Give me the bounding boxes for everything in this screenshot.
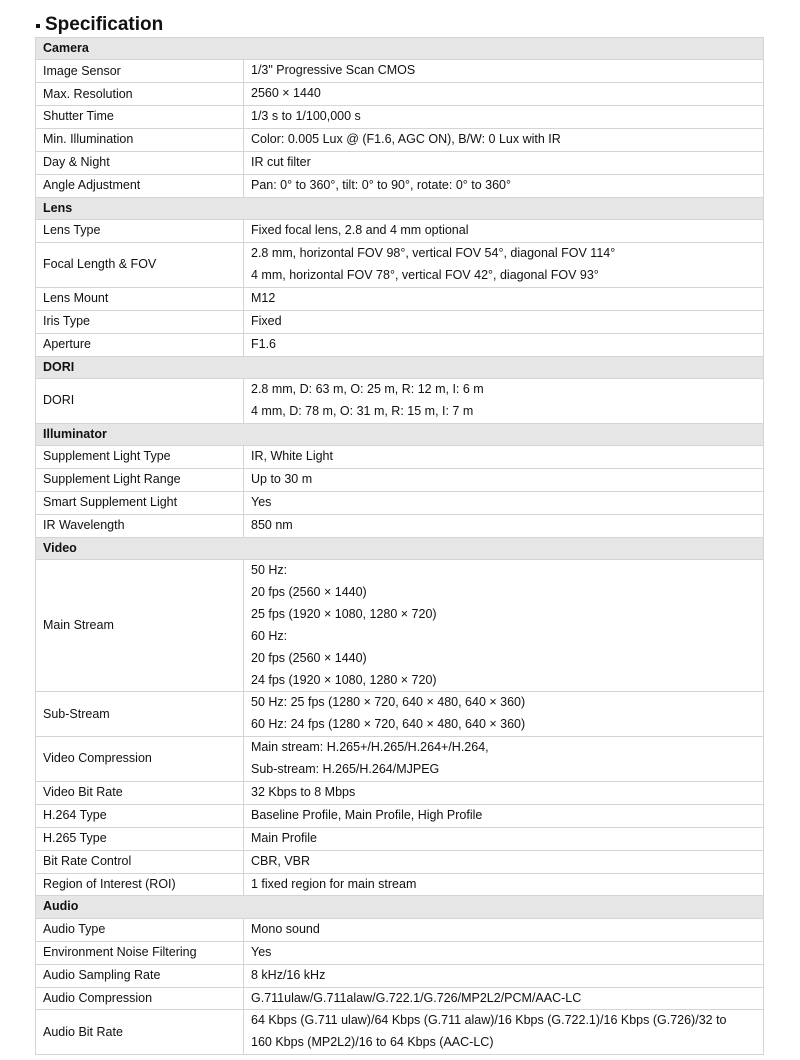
table-row <box>36 220 764 243</box>
spec-value-line: 4 mm, horizontal FOV 78°, vertical FOV 42°, diagonal FOV 93° <box>251 267 599 282</box>
table-row <box>36 964 764 987</box>
spec-label: Audio Bit Rate <box>36 1010 244 1055</box>
spec-label: Min. Illumination <box>36 129 244 152</box>
spec-heading <box>36 12 163 38</box>
bullet-icon <box>36 24 40 28</box>
spec-label: Environment Noise Filtering <box>36 941 244 964</box>
spec-value-line: 2.8 mm, horizontal FOV 98°, vertical FOV 54°, diagonal FOV 114° <box>251 246 616 261</box>
spec-value-line: Yes <box>251 944 272 959</box>
spec-value-line: 160 Kbps (MP2L2)/16 to 64 Kbps (AAC-LC) <box>251 1035 494 1050</box>
spec-label: Video Compression <box>36 737 244 782</box>
spec-value <box>244 850 764 873</box>
spec-value-line: Baseline Profile, Main Profile, High Profile <box>251 807 483 822</box>
table-row <box>36 446 764 469</box>
section-header <box>36 197 764 219</box>
spec-value-line: 2560 × 1440 <box>251 86 321 101</box>
spec-label: IR Wavelength <box>36 514 244 537</box>
spec-value <box>244 692 764 737</box>
spec-label: Smart Supplement Light <box>36 491 244 514</box>
spec-value-line: Fixed <box>251 313 282 328</box>
table-row <box>36 151 764 174</box>
section-title: Lens <box>36 197 764 219</box>
spec-label: Region of Interest (ROI) <box>36 873 244 896</box>
section-title: DORI <box>36 356 764 378</box>
spec-label: Angle Adjustment <box>36 174 244 197</box>
spec-value <box>244 964 764 987</box>
spec-label: H.265 Type <box>36 827 244 850</box>
table-row <box>36 941 764 964</box>
spec-label: Video Bit Rate <box>36 781 244 804</box>
table-row <box>36 514 764 537</box>
table-row <box>36 243 764 288</box>
spec-value-line: IR, White Light <box>251 449 333 464</box>
table-row <box>36 850 764 873</box>
table-row <box>36 287 764 310</box>
spec-value-line: G.711ulaw/G.711alaw/G.722.1/G.726/MP2L2/PCM/AAC-LC <box>251 990 582 1005</box>
table-row <box>36 83 764 106</box>
spec-value <box>244 287 764 310</box>
spec-label: Audio Type <box>36 918 244 941</box>
spec-value-line: IR cut filter <box>251 154 311 169</box>
spec-value-line: Pan: 0° to 360°, tilt: 0° to 90°, rotate: 0° to 360° <box>251 177 512 192</box>
spec-value-line: Main stream: H.265+/H.265/H.264+/H.264, <box>251 740 489 755</box>
spec-value-line: CBR, VBR <box>251 853 311 868</box>
spec-value <box>244 151 764 174</box>
spec-label: Supplement Light Range <box>36 468 244 491</box>
spec-value-line: Color: 0.005 Lux @ (F1.6, AGC ON), B/W: 0 Lux with IR <box>251 132 561 147</box>
table-row <box>36 737 764 782</box>
spec-label: Lens Mount <box>36 287 244 310</box>
table-row <box>36 378 764 423</box>
table-row <box>36 781 764 804</box>
table-row <box>36 491 764 514</box>
spec-value <box>244 60 764 83</box>
section-title: Camera <box>36 38 764 60</box>
spec-value <box>244 106 764 129</box>
spec-value-line: 50 Hz: <box>251 563 288 578</box>
spec-value <box>244 174 764 197</box>
spec-table <box>35 37 764 1055</box>
spec-label: Aperture <box>36 333 244 356</box>
spec-value-line: 20 fps (2560 × 1440) <box>251 650 367 665</box>
spec-value <box>244 781 764 804</box>
spec-label: Sub-Stream <box>36 692 244 737</box>
table-row <box>36 692 764 737</box>
spec-value <box>244 918 764 941</box>
table-row <box>36 333 764 356</box>
table-row <box>36 106 764 129</box>
spec-value <box>244 333 764 356</box>
spec-value-line: Yes <box>251 494 272 509</box>
section-title: Audio <box>36 896 764 918</box>
spec-value <box>244 737 764 782</box>
table-row <box>36 804 764 827</box>
spec-value <box>244 941 764 964</box>
section-header <box>36 38 764 60</box>
table-row <box>36 60 764 83</box>
spec-value-line: Fixed focal lens, 2.8 and 4 mm optional <box>251 223 469 238</box>
spec-value-line: 24 fps (1920 × 1080, 1280 × 720) <box>251 672 437 687</box>
spec-value-line: 32 Kbps to 8 Mbps <box>251 784 356 799</box>
table-row <box>36 1010 764 1055</box>
spec-value-line: 64 Kbps (G.711 ulaw)/64 Kbps (G.711 alaw)/16 Kbps (G.722.1)/16 Kbps (G.726)/32 to <box>251 1013 727 1028</box>
section-header <box>36 423 764 445</box>
section-header <box>36 537 764 559</box>
spec-value <box>244 1010 764 1055</box>
spec-value-line: 1/3 s to 1/100,000 s <box>251 109 361 124</box>
table-row <box>36 827 764 850</box>
table-row <box>36 174 764 197</box>
table-row <box>36 560 764 692</box>
spec-value-line: 60 Hz: <box>251 628 288 643</box>
spec-label: Main Stream <box>36 560 244 692</box>
spec-label: Image Sensor <box>36 60 244 83</box>
table-row <box>36 987 764 1010</box>
spec-value-line: M12 <box>251 290 276 305</box>
table-row <box>36 129 764 152</box>
spec-value-line: 25 fps (1920 × 1080, 1280 × 720) <box>251 606 437 621</box>
spec-value-line: 2.8 mm, D: 63 m, O: 25 m, R: 12 m, I: 6 m <box>251 381 484 396</box>
spec-value <box>244 560 764 692</box>
spec-value <box>244 827 764 850</box>
section-header <box>36 356 764 378</box>
spec-label: Bit Rate Control <box>36 850 244 873</box>
spec-value-line: F1.6 <box>251 336 277 351</box>
spec-value <box>244 310 764 333</box>
spec-value-line: 850 nm <box>251 517 293 532</box>
spec-value-line: Mono sound <box>251 921 320 936</box>
spec-label: Audio Compression <box>36 987 244 1010</box>
spec-value <box>244 987 764 1010</box>
spec-label: Lens Type <box>36 220 244 243</box>
spec-value-line: Up to 30 m <box>251 471 313 486</box>
spec-value-line: Sub-stream: H.265/H.264/MJPEG <box>251 762 440 777</box>
spec-value <box>244 220 764 243</box>
spec-value-line: 1/3" Progressive Scan CMOS <box>251 63 416 78</box>
table-row <box>36 873 764 896</box>
spec-value-line: 1 fixed region for main stream <box>251 876 417 891</box>
spec-label: Iris Type <box>36 310 244 333</box>
spec-value <box>244 129 764 152</box>
spec-value-line: 50 Hz: 25 fps (1280 × 720, 640 × 480, 640 × 360) <box>251 695 526 710</box>
section-header <box>36 896 764 918</box>
table-row <box>36 468 764 491</box>
spec-value-line: 8 kHz/16 kHz <box>251 967 326 982</box>
spec-value-line: 60 Hz: 24 fps (1280 × 720, 640 × 480, 640 × 360) <box>251 717 526 732</box>
spec-label: Supplement Light Type <box>36 446 244 469</box>
spec-label: Shutter Time <box>36 106 244 129</box>
spec-value <box>244 243 764 288</box>
table-row <box>36 310 764 333</box>
section-title: Video <box>36 537 764 559</box>
spec-value <box>244 491 764 514</box>
spec-value <box>244 468 764 491</box>
spec-value-line: 4 mm, D: 78 m, O: 31 m, R: 15 m, I: 7 m <box>251 403 474 418</box>
spec-label: DORI <box>36 378 244 423</box>
spec-value-line: 20 fps (2560 × 1440) <box>251 584 367 599</box>
page-title: Specification <box>45 14 164 35</box>
spec-label: H.264 Type <box>36 804 244 827</box>
spec-value <box>244 83 764 106</box>
spec-label: Max. Resolution <box>36 83 244 106</box>
spec-value-line: Main Profile <box>251 830 317 845</box>
spec-value <box>244 514 764 537</box>
spec-label: Audio Sampling Rate <box>36 964 244 987</box>
spec-value <box>244 378 764 423</box>
table-row <box>36 918 764 941</box>
section-title: Illuminator <box>36 423 764 445</box>
spec-value <box>244 446 764 469</box>
spec-label: Focal Length & FOV <box>36 243 244 288</box>
spec-value <box>244 873 764 896</box>
spec-label: Day & Night <box>36 151 244 174</box>
spec-value <box>244 804 764 827</box>
